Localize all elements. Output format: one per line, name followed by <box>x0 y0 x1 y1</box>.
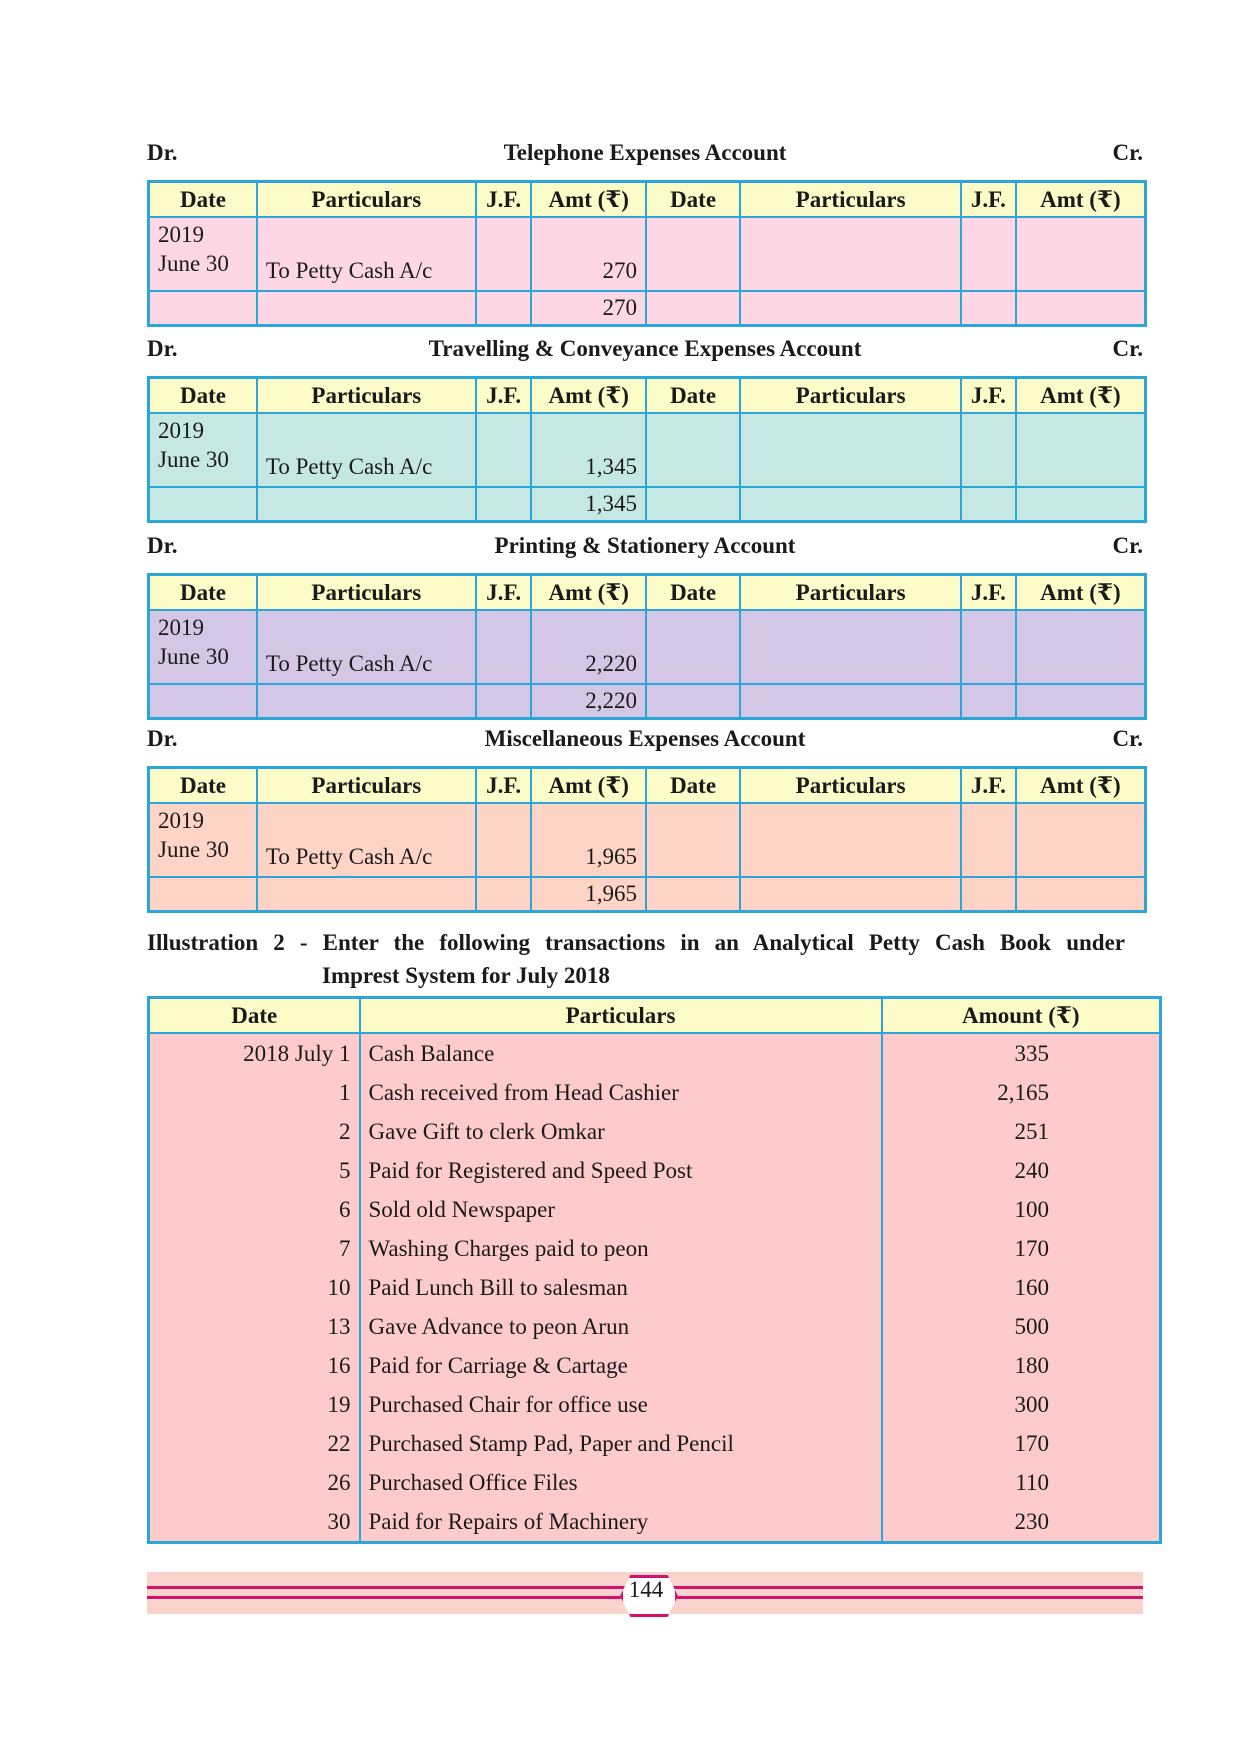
credit-total-particulars <box>740 684 961 719</box>
header-date: Date <box>149 575 257 611</box>
header-amount: Amt (₹) <box>531 575 645 611</box>
header-amount: Amount (₹) <box>882 998 1161 1034</box>
entry-year: 2019 <box>158 808 204 833</box>
ledger-account <box>147 336 1143 523</box>
transaction-date: 16 <box>149 1346 360 1385</box>
credit-label: Cr. <box>1112 533 1143 558</box>
ledger-header-row <box>149 768 1146 804</box>
credit-total-date <box>646 877 740 912</box>
total-particulars <box>257 487 476 522</box>
header-date: Date <box>149 768 257 804</box>
credit-jf <box>961 413 1016 487</box>
transaction-particulars: Gave Advance to peon Arun <box>360 1307 882 1346</box>
header-particulars: Particulars <box>740 768 961 804</box>
credit-total-date <box>646 487 740 522</box>
transaction-date: 10 <box>149 1268 360 1307</box>
credit-total-amount <box>1016 487 1146 522</box>
ledger-total-row <box>149 684 1146 719</box>
header-amount: Amt (₹) <box>1016 182 1146 218</box>
ledger-table <box>147 376 1147 523</box>
header-particulars: Particulars <box>740 378 961 414</box>
transaction-amount: 240 <box>882 1151 1161 1190</box>
transaction-particulars: Paid for Repairs of Machinery <box>360 1502 882 1543</box>
ledger-table <box>147 573 1147 720</box>
transaction-amount: 110 <box>882 1463 1161 1502</box>
total-particulars <box>257 684 476 719</box>
account-heading <box>147 726 1143 766</box>
header-particulars: Particulars <box>257 182 476 218</box>
account-heading <box>147 336 1143 376</box>
credit-jf <box>961 803 1016 877</box>
transaction-row <box>149 1033 1161 1073</box>
credit-date <box>646 413 740 487</box>
transaction-amount: 500 <box>882 1307 1161 1346</box>
header-date: Date <box>646 768 740 804</box>
header-jf: J.F. <box>476 182 532 218</box>
header-date: Date <box>646 378 740 414</box>
page-footer <box>147 1572 1143 1614</box>
transaction-particulars: Paid for Carriage & Cartage <box>360 1346 882 1385</box>
transaction-row <box>149 1385 1161 1424</box>
header-amount: Amt (₹) <box>531 768 645 804</box>
credit-total-particulars <box>740 877 961 912</box>
debit-label: Dr. <box>147 726 178 751</box>
header-amount: Amt (₹) <box>1016 575 1146 611</box>
transaction-date: 13 <box>149 1307 360 1346</box>
credit-label: Cr. <box>1112 140 1143 165</box>
transaction-amount: 251 <box>882 1112 1161 1151</box>
transaction-row <box>149 1268 1161 1307</box>
credit-amount <box>1016 413 1146 487</box>
credit-date <box>646 217 740 291</box>
debit-label: Dr. <box>147 533 178 558</box>
header-date: Date <box>149 182 257 218</box>
illustration-heading <box>147 926 1125 992</box>
credit-particulars <box>740 413 961 487</box>
entry-year: 2019 <box>158 615 204 640</box>
total-jf <box>476 487 532 522</box>
credit-total-date <box>646 684 740 719</box>
credit-total-amount <box>1016 877 1146 912</box>
ledger-account <box>147 533 1143 720</box>
entry-year: 2019 <box>158 418 204 443</box>
transaction-particulars: Purchased Chair for office use <box>360 1385 882 1424</box>
transaction-amount: 230 <box>882 1502 1161 1543</box>
entry-particulars: To Petty Cash A/c <box>257 803 476 877</box>
credit-total-jf <box>961 684 1016 719</box>
ledger-entry-row <box>149 610 1146 684</box>
total-amount: 1,965 <box>531 877 645 912</box>
ledger-entry-row <box>149 217 1146 291</box>
transaction-particulars: Washing Charges paid to peon <box>360 1229 882 1268</box>
transaction-amount: 180 <box>882 1346 1161 1385</box>
debit-label: Dr. <box>147 336 178 361</box>
total-jf <box>476 684 532 719</box>
transaction-row <box>149 1307 1161 1346</box>
credit-particulars <box>740 217 961 291</box>
transaction-date: 2018 July 1 <box>149 1033 360 1073</box>
credit-total-particulars <box>740 291 961 326</box>
account-heading <box>147 533 1143 573</box>
transactions-table <box>147 996 1162 1544</box>
transaction-row <box>149 1151 1161 1190</box>
transaction-amount: 160 <box>882 1268 1161 1307</box>
transaction-date: 1 <box>149 1073 360 1112</box>
credit-total-jf <box>961 487 1016 522</box>
total-date <box>149 877 257 912</box>
illustration-line-2: Imprest System for July 2018 <box>322 963 610 988</box>
transaction-row <box>149 1073 1161 1112</box>
credit-total-date <box>646 291 740 326</box>
header-particulars: Particulars <box>257 575 476 611</box>
entry-particulars: To Petty Cash A/c <box>257 610 476 684</box>
header-jf: J.F. <box>476 378 532 414</box>
transaction-amount: 170 <box>882 1424 1161 1463</box>
credit-date <box>646 610 740 684</box>
entry-amount: 1,965 <box>531 803 645 877</box>
total-amount: 270 <box>531 291 645 326</box>
transaction-particulars: Purchased Stamp Pad, Paper and Pencil <box>360 1424 882 1463</box>
transaction-amount: 170 <box>882 1229 1161 1268</box>
transactions-header-row <box>149 998 1161 1034</box>
transaction-particulars: Sold old Newspaper <box>360 1190 882 1229</box>
header-jf: J.F. <box>476 768 532 804</box>
transaction-row <box>149 1502 1161 1543</box>
header-jf: J.F. <box>961 768 1016 804</box>
transaction-row <box>149 1229 1161 1268</box>
entry-date: June 30 <box>158 644 229 669</box>
transaction-date: 19 <box>149 1385 360 1424</box>
transaction-particulars: Gave Gift to clerk Omkar <box>360 1112 882 1151</box>
ledger-table <box>147 766 1147 913</box>
transaction-date: 7 <box>149 1229 360 1268</box>
header-amount: Amt (₹) <box>531 378 645 414</box>
ledger-total-row <box>149 877 1146 912</box>
credit-total-amount <box>1016 291 1146 326</box>
total-date <box>149 291 257 326</box>
header-jf: J.F. <box>961 182 1016 218</box>
entry-particulars: To Petty Cash A/c <box>257 413 476 487</box>
ledger-total-row <box>149 291 1146 326</box>
entry-date-cell <box>149 610 257 684</box>
ledger-account <box>147 726 1143 913</box>
entry-amount: 270 <box>531 217 645 291</box>
entry-jf <box>476 413 532 487</box>
credit-total-amount <box>1016 684 1146 719</box>
ledger-entry-row <box>149 413 1146 487</box>
total-jf <box>476 877 532 912</box>
header-jf: J.F. <box>476 575 532 611</box>
credit-jf <box>961 217 1016 291</box>
ledger-header-row <box>149 575 1146 611</box>
header-particulars: Particulars <box>740 182 961 218</box>
account-title: Travelling & Conveyance Expenses Account <box>428 336 862 361</box>
total-date <box>149 684 257 719</box>
entry-date: June 30 <box>158 837 229 862</box>
credit-jf <box>961 610 1016 684</box>
illustration-line-1: Illustration 2 - Enter the following transactions in an Analytical Petty Cash Book under <box>147 930 1125 955</box>
transaction-particulars: Cash Balance <box>360 1033 882 1073</box>
header-particulars: Particulars <box>740 575 961 611</box>
entry-jf <box>476 803 532 877</box>
entry-date-cell <box>149 217 257 291</box>
transaction-particulars: Purchased Office Files <box>360 1463 882 1502</box>
header-date: Date <box>646 575 740 611</box>
ledger-table <box>147 180 1147 327</box>
account-title: Telephone Expenses Account <box>503 140 787 165</box>
entry-jf <box>476 610 532 684</box>
transaction-date: 2 <box>149 1112 360 1151</box>
header-particulars: Particulars <box>257 768 476 804</box>
ledger-total-row <box>149 487 1146 522</box>
credit-total-jf <box>961 291 1016 326</box>
header-jf: J.F. <box>961 575 1016 611</box>
entry-date-cell <box>149 413 257 487</box>
header-date: Date <box>149 998 360 1034</box>
account-heading <box>147 140 1143 180</box>
header-amount: Amt (₹) <box>1016 768 1146 804</box>
header-particulars: Particulars <box>257 378 476 414</box>
entry-year: 2019 <box>158 222 204 247</box>
transaction-particulars: Paid Lunch Bill to salesman <box>360 1268 882 1307</box>
transaction-date: 5 <box>149 1151 360 1190</box>
credit-amount <box>1016 610 1146 684</box>
transaction-row <box>149 1190 1161 1229</box>
total-particulars <box>257 291 476 326</box>
transaction-amount: 2,165 <box>882 1073 1161 1112</box>
credit-date <box>646 803 740 877</box>
total-date <box>149 487 257 522</box>
transaction-date: 30 <box>149 1502 360 1543</box>
transaction-row <box>149 1424 1161 1463</box>
total-amount: 2,220 <box>531 684 645 719</box>
ledger-header-row <box>149 378 1146 414</box>
header-particulars: Particulars <box>360 998 882 1034</box>
page-number: 144 <box>628 1577 664 1602</box>
ledger-account <box>147 140 1143 327</box>
ledger-entry-row <box>149 803 1146 877</box>
credit-label: Cr. <box>1112 726 1143 751</box>
debit-label: Dr. <box>147 140 178 165</box>
entry-amount: 1,345 <box>531 413 645 487</box>
entry-date-cell <box>149 803 257 877</box>
header-amount: Amt (₹) <box>531 182 645 218</box>
transactions-body <box>149 1033 1161 1543</box>
transaction-row <box>149 1346 1161 1385</box>
account-title: Miscellaneous Expenses Account <box>484 726 806 751</box>
entry-amount: 2,220 <box>531 610 645 684</box>
transaction-date: 22 <box>149 1424 360 1463</box>
transaction-amount: 300 <box>882 1385 1161 1424</box>
transaction-date: 26 <box>149 1463 360 1502</box>
credit-particulars <box>740 803 961 877</box>
header-amount: Amt (₹) <box>1016 378 1146 414</box>
transaction-row <box>149 1463 1161 1502</box>
entry-jf <box>476 217 532 291</box>
credit-amount <box>1016 803 1146 877</box>
transaction-row <box>149 1112 1161 1151</box>
transaction-amount: 335 <box>882 1033 1161 1073</box>
credit-total-particulars <box>740 487 961 522</box>
account-title: Printing & Stationery Account <box>494 533 796 558</box>
entry-date: June 30 <box>158 447 229 472</box>
entry-particulars: To Petty Cash A/c <box>257 217 476 291</box>
credit-label: Cr. <box>1112 336 1143 361</box>
transaction-date: 6 <box>149 1190 360 1229</box>
total-jf <box>476 291 532 326</box>
header-jf: J.F. <box>961 378 1016 414</box>
entry-date: June 30 <box>158 251 229 276</box>
header-date: Date <box>646 182 740 218</box>
transaction-particulars: Cash received from Head Cashier <box>360 1073 882 1112</box>
header-date: Date <box>149 378 257 414</box>
credit-particulars <box>740 610 961 684</box>
ledger-header-row <box>149 182 1146 218</box>
total-particulars <box>257 877 476 912</box>
transaction-amount: 100 <box>882 1190 1161 1229</box>
total-amount: 1,345 <box>531 487 645 522</box>
transaction-particulars: Paid for Registered and Speed Post <box>360 1151 882 1190</box>
credit-amount <box>1016 217 1146 291</box>
credit-total-jf <box>961 877 1016 912</box>
